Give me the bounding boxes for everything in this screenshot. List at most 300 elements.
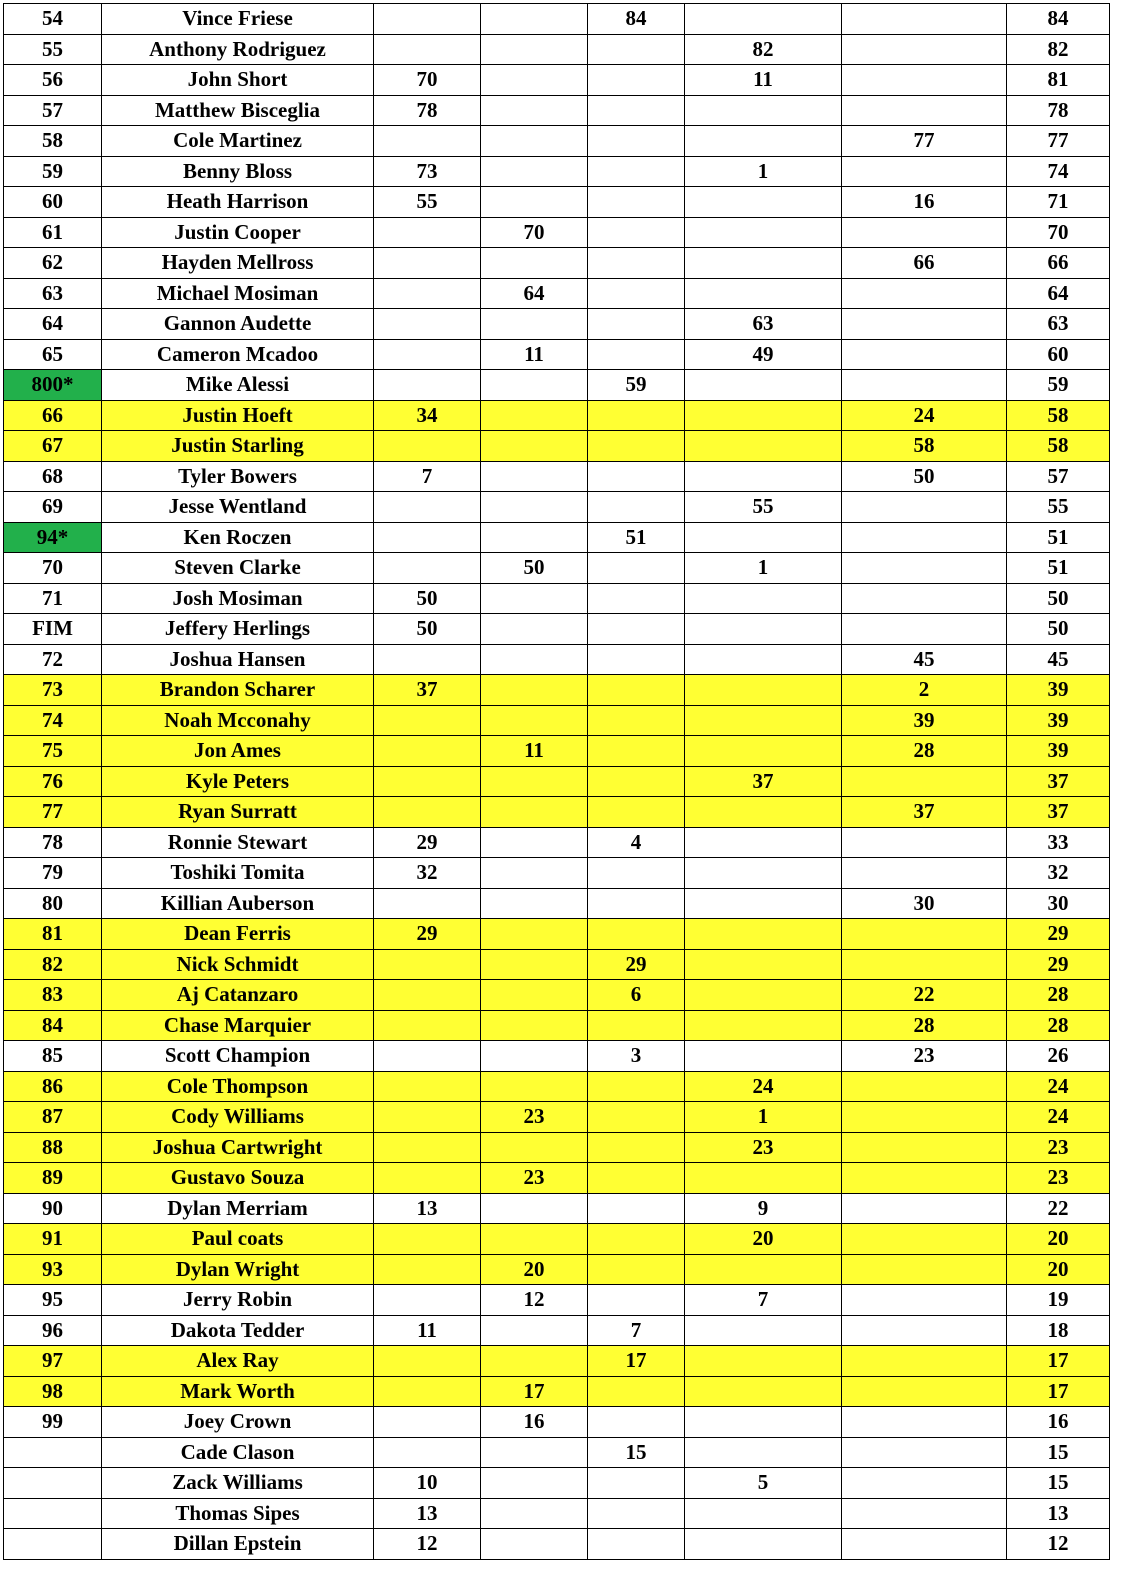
round-3-points-cell xyxy=(588,1010,685,1041)
rider-name-cell: Cole Thompson xyxy=(102,1071,374,1102)
total-points-cell: 71 xyxy=(1007,187,1110,218)
position-cell: 54 xyxy=(4,4,102,35)
round-2-points-cell xyxy=(481,156,588,187)
round-2-points-cell xyxy=(481,522,588,553)
round-2-points-cell xyxy=(481,675,588,706)
round-5-points-cell xyxy=(842,1193,1007,1224)
round-3-points-cell xyxy=(588,766,685,797)
rider-name-cell: Aj Catanzaro xyxy=(102,980,374,1011)
round-2-points-cell xyxy=(481,1315,588,1346)
round-2-points-cell xyxy=(481,1346,588,1377)
table-row xyxy=(4,370,1110,401)
table-row xyxy=(4,431,1110,462)
position-cell: 58 xyxy=(4,126,102,157)
round-5-points-cell: 22 xyxy=(842,980,1007,1011)
round-4-points-cell xyxy=(685,797,842,828)
position-cell: 96 xyxy=(4,1315,102,1346)
position-cell: 57 xyxy=(4,95,102,126)
table-row xyxy=(4,1071,1110,1102)
position-cell: 800* xyxy=(4,370,102,401)
total-points-cell: 30 xyxy=(1007,888,1110,919)
position-cell: 83 xyxy=(4,980,102,1011)
position-cell: 86 xyxy=(4,1071,102,1102)
round-4-points-cell xyxy=(685,1010,842,1041)
round-5-points-cell xyxy=(842,217,1007,248)
round-4-points-cell xyxy=(685,400,842,431)
position-cell: 80 xyxy=(4,888,102,919)
round-4-points-cell xyxy=(685,370,842,401)
rider-name-cell: Josh Mosiman xyxy=(102,583,374,614)
position-cell: 94* xyxy=(4,522,102,553)
round-3-points-cell xyxy=(588,1102,685,1133)
round-5-points-cell: 28 xyxy=(842,1010,1007,1041)
round-4-points-cell xyxy=(685,278,842,309)
rider-name-cell: Michael Mosiman xyxy=(102,278,374,309)
standings-table xyxy=(3,3,1110,1560)
round-2-points-cell xyxy=(481,461,588,492)
round-1-points-cell: 50 xyxy=(374,583,481,614)
standings-body xyxy=(4,4,1110,1560)
round-2-points-cell xyxy=(481,1010,588,1041)
round-4-points-cell xyxy=(685,187,842,218)
rider-name-cell: Jon Ames xyxy=(102,736,374,767)
round-3-points-cell xyxy=(588,1376,685,1407)
rider-name-cell: Benny Bloss xyxy=(102,156,374,187)
total-points-cell: 78 xyxy=(1007,95,1110,126)
round-4-points-cell xyxy=(685,1041,842,1072)
total-points-cell: 74 xyxy=(1007,156,1110,187)
rider-name-cell: Jesse Wentland xyxy=(102,492,374,523)
round-5-points-cell xyxy=(842,339,1007,370)
round-2-points-cell xyxy=(481,1468,588,1499)
round-4-points-cell xyxy=(685,736,842,767)
table-row xyxy=(4,1529,1110,1560)
round-3-points-cell xyxy=(588,431,685,462)
round-3-points-cell xyxy=(588,1163,685,1194)
round-5-points-cell: 66 xyxy=(842,248,1007,279)
round-3-points-cell xyxy=(588,1132,685,1163)
table-row xyxy=(4,1193,1110,1224)
round-5-points-cell xyxy=(842,1468,1007,1499)
round-3-points-cell xyxy=(588,1071,685,1102)
total-points-cell: 58 xyxy=(1007,431,1110,462)
round-4-points-cell xyxy=(685,4,842,35)
position-cell: 67 xyxy=(4,431,102,462)
round-4-points-cell xyxy=(685,675,842,706)
table-row xyxy=(4,644,1110,675)
round-3-points-cell: 17 xyxy=(588,1346,685,1377)
position-cell: 84 xyxy=(4,1010,102,1041)
round-3-points-cell xyxy=(588,1193,685,1224)
table-row xyxy=(4,1132,1110,1163)
rider-name-cell: Chase Marquier xyxy=(102,1010,374,1041)
round-4-points-cell: 7 xyxy=(685,1285,842,1316)
position-cell: 68 xyxy=(4,461,102,492)
round-1-points-cell: 29 xyxy=(374,919,481,950)
round-5-points-cell xyxy=(842,1132,1007,1163)
round-1-points-cell xyxy=(374,217,481,248)
round-2-points-cell xyxy=(481,1224,588,1255)
round-3-points-cell xyxy=(588,797,685,828)
table-row xyxy=(4,1041,1110,1072)
round-4-points-cell xyxy=(685,1254,842,1285)
round-5-points-cell xyxy=(842,95,1007,126)
round-3-points-cell: 4 xyxy=(588,827,685,858)
table-row xyxy=(4,797,1110,828)
total-points-cell: 63 xyxy=(1007,309,1110,340)
round-1-points-cell xyxy=(374,1254,481,1285)
round-2-points-cell xyxy=(481,400,588,431)
round-2-points-cell xyxy=(481,126,588,157)
position-cell: 82 xyxy=(4,949,102,980)
round-2-points-cell xyxy=(481,248,588,279)
position-cell: 69 xyxy=(4,492,102,523)
position-cell xyxy=(4,1529,102,1560)
round-3-points-cell xyxy=(588,492,685,523)
total-points-cell: 15 xyxy=(1007,1468,1110,1499)
round-1-points-cell: 50 xyxy=(374,614,481,645)
round-5-points-cell xyxy=(842,919,1007,950)
round-3-points-cell xyxy=(588,126,685,157)
round-2-points-cell xyxy=(481,644,588,675)
table-row xyxy=(4,1376,1110,1407)
round-3-points-cell: 15 xyxy=(588,1437,685,1468)
round-4-points-cell xyxy=(685,522,842,553)
round-1-points-cell xyxy=(374,644,481,675)
round-4-points-cell xyxy=(685,248,842,279)
rider-name-cell: Kyle Peters xyxy=(102,766,374,797)
round-1-points-cell xyxy=(374,431,481,462)
round-3-points-cell: 3 xyxy=(588,1041,685,1072)
rider-name-cell: Killian Auberson xyxy=(102,888,374,919)
round-2-points-cell xyxy=(481,797,588,828)
position-cell: 79 xyxy=(4,858,102,889)
round-4-points-cell xyxy=(685,1346,842,1377)
position-cell: 60 xyxy=(4,187,102,218)
round-3-points-cell xyxy=(588,1468,685,1499)
table-row xyxy=(4,492,1110,523)
round-3-points-cell xyxy=(588,217,685,248)
table-row xyxy=(4,278,1110,309)
round-1-points-cell xyxy=(374,1071,481,1102)
round-4-points-cell xyxy=(685,888,842,919)
rider-name-cell: Cole Martinez xyxy=(102,126,374,157)
position-cell xyxy=(4,1498,102,1529)
table-row xyxy=(4,766,1110,797)
round-1-points-cell xyxy=(374,980,481,1011)
round-5-points-cell: 58 xyxy=(842,431,1007,462)
rider-name-cell: Toshiki Tomita xyxy=(102,858,374,889)
round-1-points-cell xyxy=(374,797,481,828)
table-row xyxy=(4,888,1110,919)
round-2-points-cell xyxy=(481,858,588,889)
round-4-points-cell: 11 xyxy=(685,65,842,96)
rider-name-cell: Cameron Mcadoo xyxy=(102,339,374,370)
total-points-cell: 17 xyxy=(1007,1376,1110,1407)
round-5-points-cell xyxy=(842,522,1007,553)
round-4-points-cell xyxy=(685,919,842,950)
round-2-points-cell xyxy=(481,1041,588,1072)
round-2-points-cell: 17 xyxy=(481,1376,588,1407)
round-1-points-cell xyxy=(374,522,481,553)
round-1-points-cell xyxy=(374,34,481,65)
rider-name-cell: Hayden Mellross xyxy=(102,248,374,279)
round-1-points-cell: 10 xyxy=(374,1468,481,1499)
round-2-points-cell: 64 xyxy=(481,278,588,309)
total-points-cell: 20 xyxy=(1007,1224,1110,1255)
total-points-cell: 60 xyxy=(1007,339,1110,370)
round-5-points-cell xyxy=(842,1407,1007,1438)
round-4-points-cell xyxy=(685,858,842,889)
round-3-points-cell xyxy=(588,65,685,96)
table-row xyxy=(4,1468,1110,1499)
round-5-points-cell xyxy=(842,1498,1007,1529)
position-cell: 72 xyxy=(4,644,102,675)
round-2-points-cell xyxy=(481,370,588,401)
rider-name-cell: Justin Starling xyxy=(102,431,374,462)
round-4-points-cell: 1 xyxy=(685,553,842,584)
round-4-points-cell xyxy=(685,1407,842,1438)
rider-name-cell: Noah Mcconahy xyxy=(102,705,374,736)
table-row xyxy=(4,827,1110,858)
total-points-cell: 24 xyxy=(1007,1102,1110,1133)
total-points-cell: 20 xyxy=(1007,1254,1110,1285)
round-2-points-cell xyxy=(481,4,588,35)
rider-name-cell: Gannon Audette xyxy=(102,309,374,340)
round-2-points-cell xyxy=(481,980,588,1011)
round-1-points-cell xyxy=(374,126,481,157)
round-5-points-cell: 30 xyxy=(842,888,1007,919)
position-cell: 85 xyxy=(4,1041,102,1072)
round-3-points-cell xyxy=(588,309,685,340)
round-1-points-cell xyxy=(374,1010,481,1041)
rider-name-cell: Gustavo Souza xyxy=(102,1163,374,1194)
round-4-points-cell: 37 xyxy=(685,766,842,797)
round-5-points-cell xyxy=(842,1529,1007,1560)
table-row xyxy=(4,1224,1110,1255)
table-row xyxy=(4,1437,1110,1468)
round-3-points-cell xyxy=(588,614,685,645)
round-2-points-cell xyxy=(481,187,588,218)
round-1-points-cell: 55 xyxy=(374,187,481,218)
round-1-points-cell xyxy=(374,1041,481,1072)
round-5-points-cell: 45 xyxy=(842,644,1007,675)
round-1-points-cell: 7 xyxy=(374,461,481,492)
total-points-cell: 84 xyxy=(1007,4,1110,35)
round-1-points-cell: 37 xyxy=(374,675,481,706)
round-5-points-cell xyxy=(842,1254,1007,1285)
position-cell: 66 xyxy=(4,400,102,431)
table-row xyxy=(4,1010,1110,1041)
round-4-points-cell xyxy=(685,431,842,462)
round-5-points-cell xyxy=(842,4,1007,35)
round-1-points-cell xyxy=(374,492,481,523)
round-4-points-cell xyxy=(685,1498,842,1529)
rider-name-cell: Jerry Robin xyxy=(102,1285,374,1316)
round-1-points-cell: 13 xyxy=(374,1193,481,1224)
position-cell: 97 xyxy=(4,1346,102,1377)
round-4-points-cell xyxy=(685,1163,842,1194)
round-5-points-cell xyxy=(842,766,1007,797)
round-3-points-cell xyxy=(588,919,685,950)
round-4-points-cell xyxy=(685,827,842,858)
position-cell: 75 xyxy=(4,736,102,767)
table-row xyxy=(4,736,1110,767)
rider-name-cell: Mike Alessi xyxy=(102,370,374,401)
rider-name-cell: Ryan Surratt xyxy=(102,797,374,828)
total-points-cell: 59 xyxy=(1007,370,1110,401)
round-3-points-cell xyxy=(588,400,685,431)
total-points-cell: 19 xyxy=(1007,1285,1110,1316)
table-row xyxy=(4,339,1110,370)
position-cell: 63 xyxy=(4,278,102,309)
round-2-points-cell xyxy=(481,34,588,65)
total-points-cell: 51 xyxy=(1007,522,1110,553)
round-2-points-cell xyxy=(481,309,588,340)
round-1-points-cell xyxy=(374,949,481,980)
rider-name-cell: Steven Clarke xyxy=(102,553,374,584)
total-points-cell: 70 xyxy=(1007,217,1110,248)
rider-name-cell: Joshua Cartwright xyxy=(102,1132,374,1163)
round-1-points-cell xyxy=(374,339,481,370)
round-3-points-cell xyxy=(588,461,685,492)
position-cell: 87 xyxy=(4,1102,102,1133)
position-cell: 74 xyxy=(4,705,102,736)
round-1-points-cell xyxy=(374,1102,481,1133)
round-2-points-cell: 50 xyxy=(481,553,588,584)
round-1-points-cell xyxy=(374,4,481,35)
round-2-points-cell: 70 xyxy=(481,217,588,248)
round-1-points-cell xyxy=(374,248,481,279)
total-points-cell: 66 xyxy=(1007,248,1110,279)
total-points-cell: 23 xyxy=(1007,1132,1110,1163)
round-5-points-cell: 39 xyxy=(842,705,1007,736)
round-1-points-cell xyxy=(374,1285,481,1316)
position-cell: 77 xyxy=(4,797,102,828)
position-cell: 99 xyxy=(4,1407,102,1438)
round-5-points-cell xyxy=(842,370,1007,401)
rider-name-cell: Dillan Epstein xyxy=(102,1529,374,1560)
round-5-points-cell: 77 xyxy=(842,126,1007,157)
round-2-points-cell xyxy=(481,1132,588,1163)
round-3-points-cell xyxy=(588,888,685,919)
position-cell: 81 xyxy=(4,919,102,950)
round-5-points-cell xyxy=(842,1346,1007,1377)
round-3-points-cell xyxy=(588,278,685,309)
round-1-points-cell: 32 xyxy=(374,858,481,889)
round-4-points-cell xyxy=(685,980,842,1011)
position-cell: 64 xyxy=(4,309,102,340)
round-1-points-cell xyxy=(374,766,481,797)
round-5-points-cell xyxy=(842,858,1007,889)
round-4-points-cell: 82 xyxy=(685,34,842,65)
round-2-points-cell xyxy=(481,766,588,797)
round-5-points-cell xyxy=(842,1102,1007,1133)
position-cell: 59 xyxy=(4,156,102,187)
table-row xyxy=(4,614,1110,645)
table-row xyxy=(4,187,1110,218)
total-points-cell: 17 xyxy=(1007,1346,1110,1377)
table-row xyxy=(4,34,1110,65)
round-4-points-cell xyxy=(685,461,842,492)
table-row xyxy=(4,919,1110,950)
round-1-points-cell xyxy=(374,1132,481,1163)
position-cell: 78 xyxy=(4,827,102,858)
table-row xyxy=(4,1163,1110,1194)
round-3-points-cell: 6 xyxy=(588,980,685,1011)
round-2-points-cell xyxy=(481,65,588,96)
round-1-points-cell: 73 xyxy=(374,156,481,187)
rider-name-cell: John Short xyxy=(102,65,374,96)
total-points-cell: 26 xyxy=(1007,1041,1110,1072)
round-3-points-cell xyxy=(588,1224,685,1255)
rider-name-cell: Cody Williams xyxy=(102,1102,374,1133)
position-cell xyxy=(4,1468,102,1499)
position-cell: 76 xyxy=(4,766,102,797)
rider-name-cell: Justin Cooper xyxy=(102,217,374,248)
table-row xyxy=(4,949,1110,980)
rider-name-cell: Heath Harrison xyxy=(102,187,374,218)
round-3-points-cell xyxy=(588,1498,685,1529)
total-points-cell: 37 xyxy=(1007,797,1110,828)
round-4-points-cell xyxy=(685,1437,842,1468)
round-4-points-cell xyxy=(685,644,842,675)
round-1-points-cell: 70 xyxy=(374,65,481,96)
round-1-points-cell xyxy=(374,278,481,309)
rider-name-cell: Scott Champion xyxy=(102,1041,374,1072)
round-3-points-cell xyxy=(588,1407,685,1438)
round-4-points-cell: 5 xyxy=(685,1468,842,1499)
round-1-points-cell xyxy=(374,736,481,767)
round-1-points-cell: 12 xyxy=(374,1529,481,1560)
round-2-points-cell: 12 xyxy=(481,1285,588,1316)
round-5-points-cell xyxy=(842,553,1007,584)
total-points-cell: 24 xyxy=(1007,1071,1110,1102)
round-1-points-cell xyxy=(374,888,481,919)
round-5-points-cell xyxy=(842,34,1007,65)
table-row xyxy=(4,1346,1110,1377)
total-points-cell: 64 xyxy=(1007,278,1110,309)
round-1-points-cell: 29 xyxy=(374,827,481,858)
position-cell: 89 xyxy=(4,1163,102,1194)
round-3-points-cell xyxy=(588,675,685,706)
round-5-points-cell xyxy=(842,827,1007,858)
total-points-cell: 16 xyxy=(1007,1407,1110,1438)
total-points-cell: 33 xyxy=(1007,827,1110,858)
round-5-points-cell: 2 xyxy=(842,675,1007,706)
round-1-points-cell xyxy=(374,705,481,736)
round-2-points-cell xyxy=(481,1529,588,1560)
rider-name-cell: Nick Schmidt xyxy=(102,949,374,980)
table-row xyxy=(4,248,1110,279)
position-cell: 65 xyxy=(4,339,102,370)
round-2-points-cell xyxy=(481,919,588,950)
total-points-cell: 18 xyxy=(1007,1315,1110,1346)
position-cell: 73 xyxy=(4,675,102,706)
round-2-points-cell: 16 xyxy=(481,1407,588,1438)
round-1-points-cell xyxy=(374,309,481,340)
table-row xyxy=(4,65,1110,96)
table-row xyxy=(4,461,1110,492)
total-points-cell: 28 xyxy=(1007,980,1110,1011)
round-5-points-cell xyxy=(842,1315,1007,1346)
table-row xyxy=(4,1498,1110,1529)
round-2-points-cell: 23 xyxy=(481,1102,588,1133)
round-4-points-cell: 9 xyxy=(685,1193,842,1224)
rider-name-cell: Jeffery Herlings xyxy=(102,614,374,645)
round-4-points-cell xyxy=(685,705,842,736)
total-points-cell: 39 xyxy=(1007,736,1110,767)
